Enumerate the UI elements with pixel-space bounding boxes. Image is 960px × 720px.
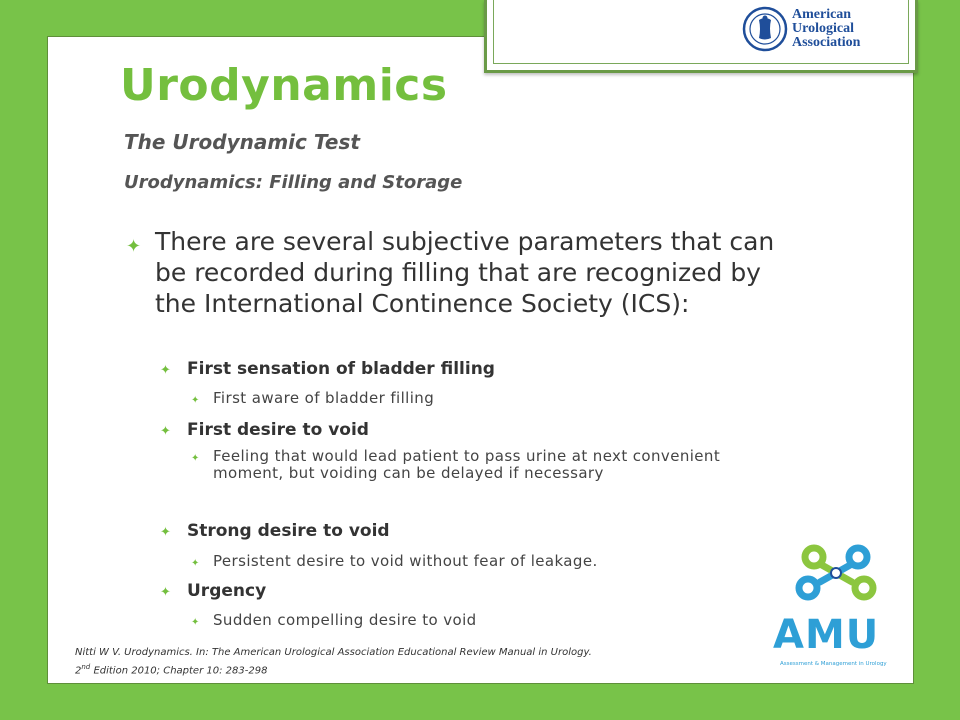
citation [75, 645, 755, 678]
list-item-detail [191, 553, 751, 570]
aua-name-line: Association [792, 35, 861, 50]
bullet-icon: ✦ [191, 558, 200, 569]
section-heading: Urodynamics: Filling and Storage [124, 172, 463, 193]
aua-seal-icon [742, 6, 788, 52]
item-heading: First sensation of bladder filling [187, 359, 495, 379]
item-heading: Strong desire to void [187, 521, 390, 541]
list-item [160, 521, 760, 541]
bullet-icon: ✦ [191, 617, 200, 628]
aua-name [792, 8, 902, 50]
amu-logo-text: AMU [773, 612, 880, 658]
bullet-icon: ✦ [160, 363, 171, 378]
bullet-icon: ✦ [160, 585, 171, 600]
bullet-icon: ✦ [126, 236, 142, 257]
citation-line-2: Edition 2010; Chapter 10: 283-298 [90, 665, 268, 677]
bullet-icon: ✦ [191, 453, 200, 464]
list-item [160, 420, 760, 440]
list-item [160, 581, 760, 601]
bullet-icon: ✦ [191, 395, 200, 406]
list-item-detail [191, 448, 751, 482]
list-item [160, 359, 760, 379]
item-heading: First desire to void [187, 420, 369, 440]
aua-logo-box [484, 0, 918, 73]
slide-subtitle: The Urodynamic Test [124, 130, 360, 154]
intro-bullet [126, 226, 806, 319]
item-detail: First aware of bladder filling [213, 389, 435, 407]
citation-edition-suffix: nd [81, 663, 91, 671]
item-detail: Persistent desire to void without fear of leakage. [213, 552, 598, 570]
amu-tagline: Assessment & Management in Urology [780, 661, 887, 667]
aua-name-line: Urological [792, 21, 854, 36]
item-heading: Urgency [187, 581, 267, 601]
bullet-icon: ✦ [160, 424, 171, 439]
aua-name-line: American [792, 7, 852, 22]
list-item-detail [191, 390, 751, 407]
item-detail: Sudden compelling desire to void [213, 611, 477, 629]
citation-edition: 2 [75, 665, 82, 677]
slide-title: Urodynamics [120, 60, 448, 111]
amu-molecule-icon [770, 540, 910, 680]
citation-line-1: Nitti W V. Urodynamics. In: The American Urological Association Educational Review Manual in Urology. [75, 647, 592, 658]
bullet-icon: ✦ [160, 525, 171, 540]
list-item-detail [191, 612, 751, 629]
intro-text: There are several subjective parameters that can be recorded during filling that are recognized by the International Continence Society (ICS): [155, 227, 775, 318]
item-detail: Feeling that would lead patient to pass urine at next convenient moment, but voiding can be delayed if necessary [213, 447, 721, 482]
